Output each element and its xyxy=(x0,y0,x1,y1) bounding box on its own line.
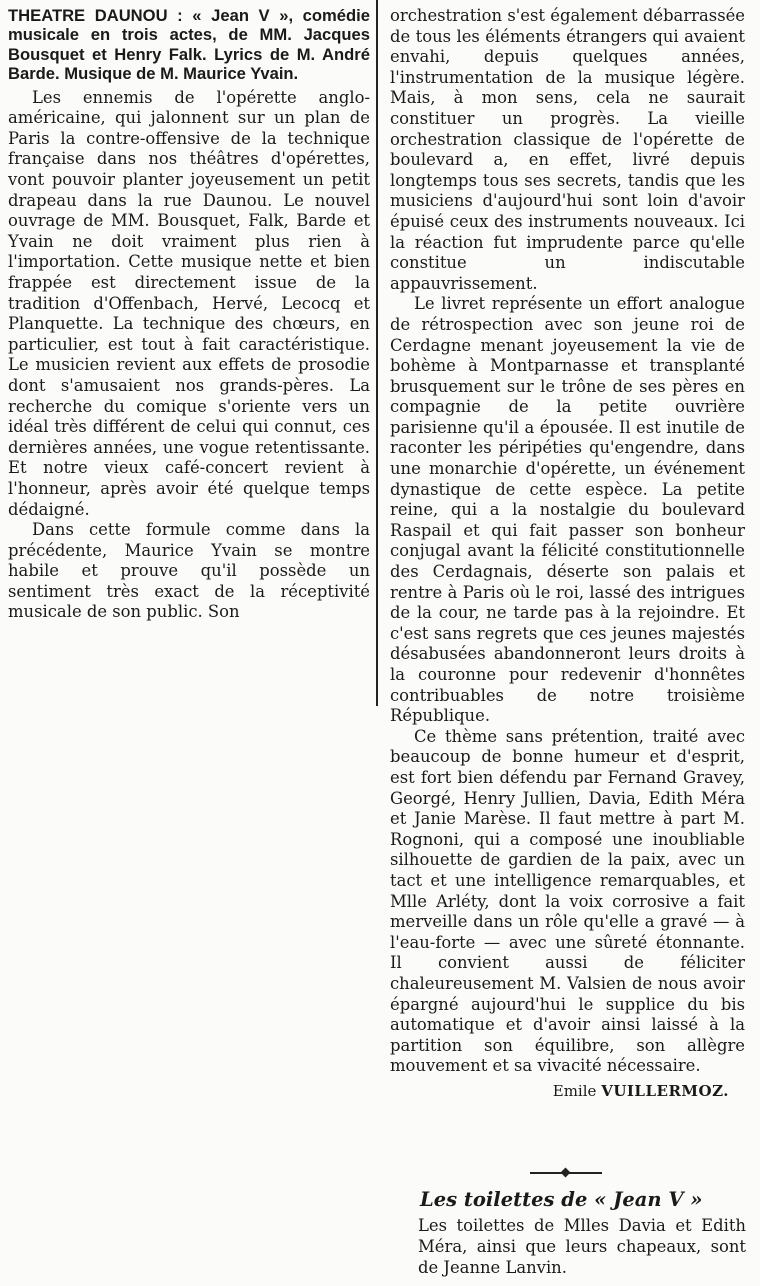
signature-first-name: Emile xyxy=(552,1081,597,1100)
column-divider xyxy=(376,0,378,706)
article-title: THEATRE DAUNOU : « Jean V », comédie musicale en trois actes, de MM. Jacques Bousquet et Henry Falk. Lyrics de M. André Barde. Musique de M. Maurice Yvain. xyxy=(8,6,370,84)
paragraph: Le livret représente un effort analogue de rétrospection avec son jeune roi de Cerdagne menant joyeusement la vie de bohème à Montparnasse et transplanté brusquement sur le trône de ses pères en compagnie de la petite ouvrière parisienne qu'il a épousée. Il est inutile de raconter les péripéties qu'engendre, dans une monarchie d'opérette, un événement dynastique de cette espèce. La petite reine, qui a la nostalgie du boulevard Raspail et qui fait passer son bonheur conjugal avant la félicité constitutionnelle des Cerdagnais, déserte son palais et rentre à Paris où le roi, lassé des intrigues de la cour, ne tarde pas à la rejoindre. Et c'est sans regrets que ces jeunes majestés désabusées abandonneront leurs droits à la couronne pour redevenir d'honnêtes contribuables de notre troisième République. xyxy=(390,294,745,726)
paragraph: Les ennemis de l'opérette anglo-américaine, qui jalonnent sur un plan de Paris la contre-offensive de la technique française dans nos théâtres d'opérettes, vont pouvoir planter joyeusement un petit drapeau dans la rue Daunou. Le nouvel ouvrage de MM. Bousquet, Falk, Barde et Yvain ne doit vraiment plus rien à l'importation. Cette musique nette et bien frappée est directement issue de la tradition d'Offenbach, Hervé, Lecocq et Planquette. La technique des chœurs, en particulier, est tout à fait caractéristique. Le musicien revient aux effets de prosodie dont s'amusaient nos grands-pères. La recherche du comique s'oriente vers un idéal très différent de celui qui connut, ces dernières années, une vogue retentissante. Et notre vieux café-concert revient à l'honneur, après avoir été quelque temps dédaigné. xyxy=(8,87,370,519)
section-heading: Les toilettes de « Jean V » xyxy=(420,1188,703,1211)
section-ornament xyxy=(530,1172,602,1174)
signature xyxy=(390,1081,729,1102)
left-column xyxy=(8,6,370,623)
paragraph: Dans cette formule comme dans la précédente, Maurice Yvain se montre habile et prouve qu'il possède un sentiment très exact de la réceptivité musicale de son public. Son xyxy=(8,520,370,622)
signature-last-name: VUILLERMOZ. xyxy=(601,1081,729,1100)
right-column xyxy=(390,6,745,1101)
section-body: Les toilettes de Mlles Davia et Edith Méra, ainsi que leurs chapeaux, sont de Jeanne Lanvin. xyxy=(418,1216,746,1277)
paragraph: Ce thème sans prétention, traité avec beaucoup de bonne humeur et d'esprit, est fort bien défendu par Fernand Gravey, Georgé, Henry Jullien, Davia, Edith Méra et Janie Marèse. Il faut mettre à part M. Rognoni, qui a composé une inoubliable silhouette de gardien de la paix, avec un tact et une intelligence remarquables, et Mlle Arléty, dont la voix corrosive a fait merveille dans un rôle qu'elle a gravé — à l'eau-forte — avec une sûreté étonnante. Il convient aussi de féliciter chaleureusement M. Valsien de nous avoir épargné aujourd'hui le supplice du bis automatique et d'avoir ainsi laissé à la partition son équilibre, son allègre mouvement et sa vivacité nécessaire. xyxy=(390,726,745,1076)
paragraph: orchestration s'est également débarrassée de tous les éléments étrangers qui avaient envahi, depuis quelques années, l'instrumentation de la musique légère. Mais, à mon sens, cela ne saurait constituer un progrès. La vieille orchestration classique de l'opérette de boulevard a, en effet, livré depuis longtemps tous ses secrets, tandis que les musiciens d'aujourd'hui sont loin d'avoir épuisé ceux des instruments nouveaux. Ici la réaction fut imprudente parce qu'elle constitue un indiscutable appauvrissement. xyxy=(390,6,745,293)
